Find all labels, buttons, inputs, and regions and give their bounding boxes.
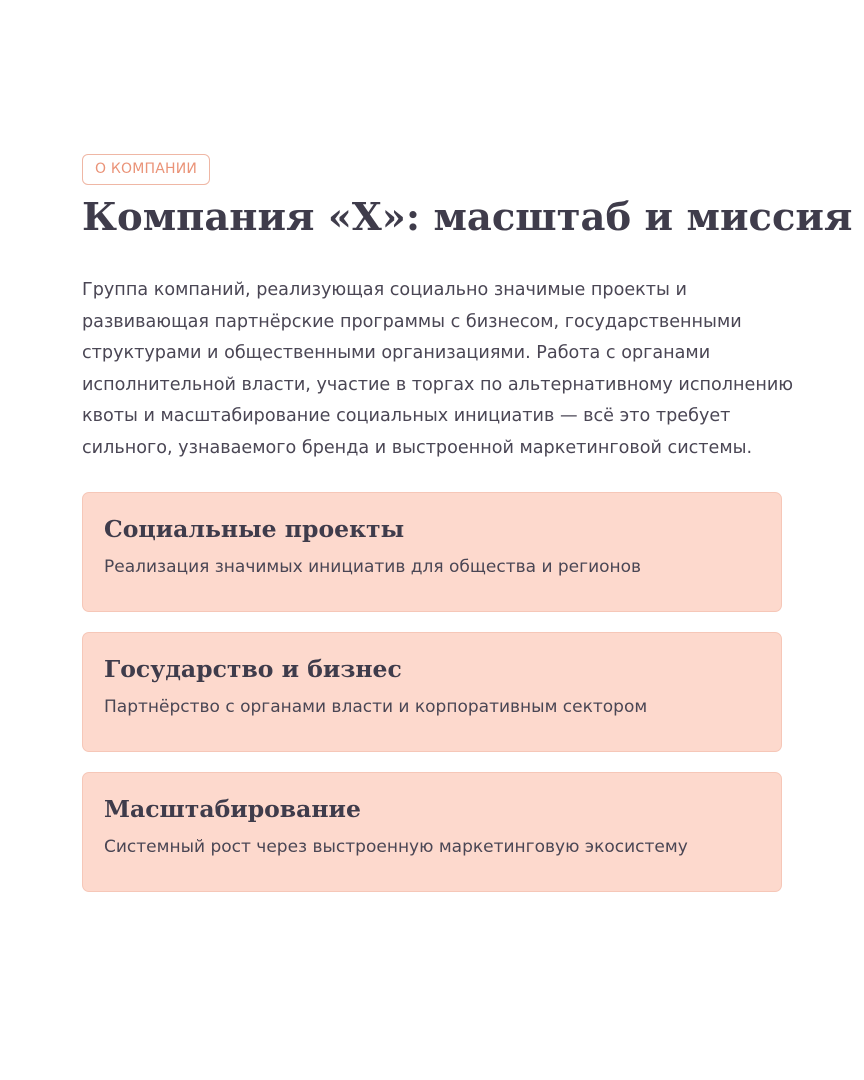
feature-card-government <box>82 632 782 752</box>
feature-cards <box>82 492 782 892</box>
feature-card-social <box>82 492 782 612</box>
page-title: Компания «Х»: масштаб и миссия <box>82 195 853 240</box>
card-title: Социальные проекты <box>104 515 405 543</box>
card-text: Реализация значимых инициатив для общества и регионов <box>104 557 642 577</box>
card-text: Системный рост через выстроенную маркетинговую экосистему <box>104 837 688 857</box>
lead-paragraph: Группа компаний, реализующая социально значимые проекты и развивающая партнёрские программы с бизнесом, государственными структурами и общественными организациями. Работа с органами исполнительной власти, участие в торгах по альтернативному исполнению квоты и масштабирование социальных инициатив — всё это требует сильного, узнаваемого бренда и выстроенной маркетинговой системы. <box>82 280 794 458</box>
card-title: Масштабирование <box>104 795 361 823</box>
section-tag: О КОМПАНИИ <box>82 154 210 185</box>
card-title: Государство и бизнес <box>104 655 402 683</box>
about-section <box>82 154 853 912</box>
card-text: Партнёрство с органами власти и корпоративным сектором <box>104 697 648 717</box>
feature-card-scaling <box>82 772 782 892</box>
